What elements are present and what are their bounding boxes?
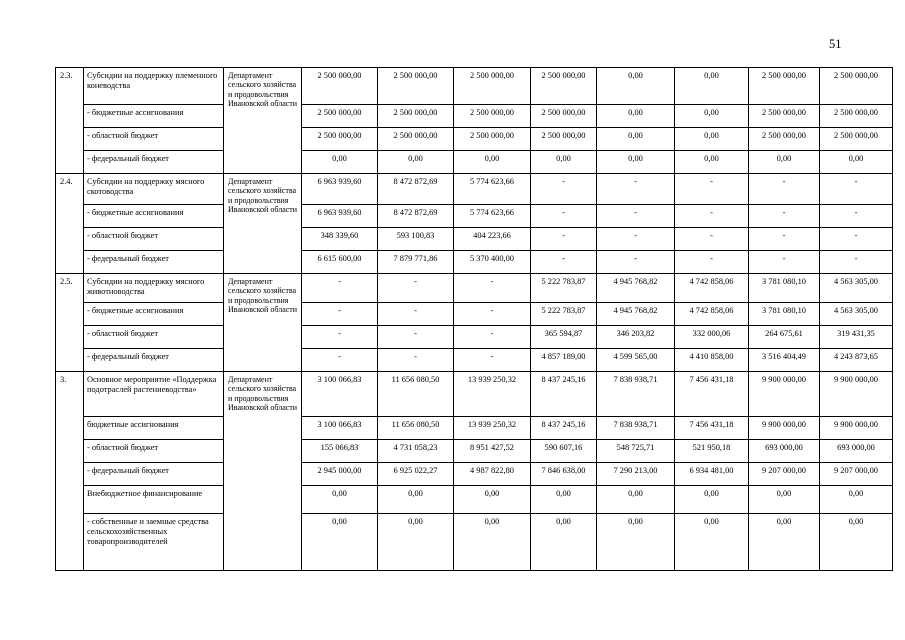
value-cell: 6 934 481,00	[675, 463, 749, 486]
value-cell: 2 500 000,00	[531, 128, 597, 151]
value-cell: 0,00	[749, 514, 820, 571]
value-cell: 0,00	[531, 486, 597, 514]
value-cell: 7 456 431,18	[675, 417, 749, 440]
value-cell: 0,00	[454, 514, 531, 571]
value-cell: 2 500 000,00	[820, 128, 893, 151]
value-cell: -	[302, 326, 378, 349]
row-label: - областной бюджет	[84, 128, 224, 151]
value-cell: -	[454, 303, 531, 326]
value-cell: 0,00	[597, 514, 675, 571]
value-cell: -	[749, 228, 820, 251]
value-cell: 9 900 000,00	[820, 372, 893, 417]
page-number: 51	[829, 37, 842, 51]
value-cell: 4 563 305,00	[820, 303, 893, 326]
value-cell: 0,00	[378, 486, 454, 514]
value-cell: 0,00	[302, 514, 378, 571]
row-label: Внебюджетное финансирование	[84, 486, 224, 514]
value-cell: 4 410 858,00	[675, 349, 749, 372]
value-cell: -	[454, 326, 531, 349]
section-number: 2.4.	[56, 174, 84, 274]
value-cell: 4 945 768,82	[597, 303, 675, 326]
value-cell: 0,00	[675, 486, 749, 514]
value-cell: 9 900 000,00	[749, 417, 820, 440]
value-cell: 2 500 000,00	[531, 105, 597, 128]
value-cell: 0,00	[820, 151, 893, 174]
value-cell: -	[531, 205, 597, 228]
value-cell: -	[597, 228, 675, 251]
responsible-department: Департамент сельского хозяйства и продовольствия Ивановской области	[224, 174, 302, 274]
value-cell: 11 656 080,50	[378, 417, 454, 440]
value-cell: 2 500 000,00	[749, 128, 820, 151]
value-cell: 7 456 431,18	[675, 372, 749, 417]
value-cell: 11 656 080,50	[378, 372, 454, 417]
value-cell: 155 066,83	[302, 440, 378, 463]
value-cell: 0,00	[454, 486, 531, 514]
value-cell: 2 500 000,00	[454, 105, 531, 128]
value-cell: 2 500 000,00	[820, 105, 893, 128]
value-cell: 2 500 000,00	[302, 68, 378, 105]
value-cell: 13 939 250,32	[454, 372, 531, 417]
value-cell: 319 431,35	[820, 326, 893, 349]
row-label: Основное мероприятие «Поддержка подотраслей растениеводства»	[84, 372, 224, 417]
row-label: - федеральный бюджет	[84, 349, 224, 372]
value-cell: 590 607,16	[531, 440, 597, 463]
value-cell: 0,00	[454, 151, 531, 174]
value-cell: 8 437 245,16	[531, 372, 597, 417]
value-cell: 264 675,61	[749, 326, 820, 349]
value-cell: 13 939 250,32	[454, 417, 531, 440]
value-cell: 6 615 600,00	[302, 251, 378, 274]
value-cell: 2 500 000,00	[378, 105, 454, 128]
value-cell: 2 500 000,00	[820, 68, 893, 105]
value-cell: -	[454, 349, 531, 372]
value-cell: 693 000,00	[820, 440, 893, 463]
section-number: 3.	[56, 372, 84, 571]
row-label: - федеральный бюджет	[84, 251, 224, 274]
row-label: Субсидии на поддержку племенного коневодства	[84, 68, 224, 105]
value-cell: -	[749, 251, 820, 274]
value-cell: 2 500 000,00	[454, 128, 531, 151]
value-cell: 0,00	[675, 128, 749, 151]
value-cell: 8 951 427,52	[454, 440, 531, 463]
value-cell: 4 857 189,00	[531, 349, 597, 372]
value-cell: -	[749, 174, 820, 205]
value-cell: -	[597, 251, 675, 274]
value-cell: -	[820, 228, 893, 251]
value-cell: 2 500 000,00	[454, 68, 531, 105]
value-cell: 0,00	[597, 128, 675, 151]
row-label: - бюджетные ассигнования	[84, 105, 224, 128]
value-cell: -	[531, 174, 597, 205]
value-cell: 5 774 623,66	[454, 205, 531, 228]
value-cell: 548 725,71	[597, 440, 675, 463]
value-cell: 0,00	[749, 486, 820, 514]
value-cell: 5 222 783,87	[531, 274, 597, 303]
value-cell: 0,00	[378, 514, 454, 571]
row-label: бюджетные ассигнования	[84, 417, 224, 440]
value-cell: 0,00	[302, 151, 378, 174]
value-cell: -	[454, 274, 531, 303]
row-label: - бюджетные ассигнования	[84, 303, 224, 326]
value-cell: 7 879 771,86	[378, 251, 454, 274]
value-cell: 2 500 000,00	[302, 105, 378, 128]
responsible-department: Департамент сельского хозяйства и продовольствия Ивановской области	[224, 372, 302, 571]
section-number: 2.5.	[56, 274, 84, 372]
value-cell: 9 207 000,00	[749, 463, 820, 486]
value-cell: 4 599 565,00	[597, 349, 675, 372]
value-cell: 7 838 938,71	[597, 417, 675, 440]
value-cell: -	[302, 349, 378, 372]
value-cell: -	[302, 274, 378, 303]
value-cell: 5 370 400,00	[454, 251, 531, 274]
value-cell: 593 100,83	[378, 228, 454, 251]
value-cell: -	[531, 228, 597, 251]
row-label: Субсидии на поддержку мясного скотоводства	[84, 174, 224, 205]
value-cell: -	[675, 174, 749, 205]
value-cell: 3 781 080,10	[749, 303, 820, 326]
row-label: - бюджетные ассигнования	[84, 205, 224, 228]
value-cell: 2 500 000,00	[378, 128, 454, 151]
value-cell: -	[675, 205, 749, 228]
value-cell: 2 500 000,00	[749, 105, 820, 128]
value-cell: 0,00	[597, 486, 675, 514]
row-label: - областной бюджет	[84, 326, 224, 349]
value-cell: 3 516 404,49	[749, 349, 820, 372]
value-cell: 8 472 872,69	[378, 174, 454, 205]
value-cell: 4 243 873,65	[820, 349, 893, 372]
value-cell: 9 900 000,00	[749, 372, 820, 417]
value-cell: 6 925 022,27	[378, 463, 454, 486]
row-label: - областной бюджет	[84, 228, 224, 251]
value-cell: 6 963 939,60	[302, 205, 378, 228]
value-cell: 404 223,66	[454, 228, 531, 251]
value-cell: -	[597, 205, 675, 228]
value-cell: 4 563 305,00	[820, 274, 893, 303]
section-number: 2.3.	[56, 68, 84, 174]
value-cell: 4 742 858,06	[675, 303, 749, 326]
value-cell: 4 987 822,80	[454, 463, 531, 486]
budget-table	[55, 67, 893, 571]
value-cell: 693 000,00	[749, 440, 820, 463]
value-cell: 0,00	[302, 486, 378, 514]
value-cell: 0,00	[378, 151, 454, 174]
value-cell: 5 222 783,87	[531, 303, 597, 326]
value-cell: -	[820, 251, 893, 274]
value-cell: 5 774 623,66	[454, 174, 531, 205]
row-label: Субсидии на поддержку мясного животноводства	[84, 274, 224, 303]
value-cell: 0,00	[675, 105, 749, 128]
value-cell: -	[820, 174, 893, 205]
value-cell: -	[531, 251, 597, 274]
value-cell: 8 472 872,69	[378, 205, 454, 228]
value-cell: 4 742 858,06	[675, 274, 749, 303]
value-cell: 0,00	[675, 514, 749, 571]
row-label: - федеральный бюджет	[84, 151, 224, 174]
value-cell: -	[597, 174, 675, 205]
value-cell: 0,00	[675, 151, 749, 174]
value-cell: 0,00	[597, 68, 675, 105]
row-label: - федеральный бюджет	[84, 463, 224, 486]
value-cell: 8 437 245,16	[531, 417, 597, 440]
value-cell: 0,00	[597, 105, 675, 128]
value-cell: -	[675, 228, 749, 251]
value-cell: 2 500 000,00	[749, 68, 820, 105]
value-cell: 3 100 066,83	[302, 417, 378, 440]
responsible-department: Департамент сельского хозяйства и продовольствия Ивановской области	[224, 274, 302, 372]
value-cell: 0,00	[531, 514, 597, 571]
value-cell: 7 846 638,00	[531, 463, 597, 486]
value-cell: 521 950,18	[675, 440, 749, 463]
value-cell: 7 290 213,00	[597, 463, 675, 486]
value-cell: 9 207 000,00	[820, 463, 893, 486]
value-cell: 3 781 080,10	[749, 274, 820, 303]
value-cell: 0,00	[820, 514, 893, 571]
value-cell: 3 100 066,83	[302, 372, 378, 417]
value-cell: 346 203,82	[597, 326, 675, 349]
value-cell: 2 945 000,00	[302, 463, 378, 486]
value-cell: 0,00	[597, 151, 675, 174]
value-cell: 2 500 000,00	[302, 128, 378, 151]
row-label: - областной бюджет	[84, 440, 224, 463]
value-cell: 0,00	[531, 151, 597, 174]
value-cell: -	[378, 303, 454, 326]
value-cell: -	[378, 326, 454, 349]
value-cell: 0,00	[675, 68, 749, 105]
value-cell: 2 500 000,00	[378, 68, 454, 105]
value-cell: 0,00	[820, 486, 893, 514]
value-cell: 4 945 768,82	[597, 274, 675, 303]
value-cell: -	[378, 349, 454, 372]
value-cell: -	[675, 251, 749, 274]
responsible-department: Департамент сельского хозяйства и продовольствия Ивановской области	[224, 68, 302, 174]
value-cell: -	[820, 205, 893, 228]
value-cell: -	[378, 274, 454, 303]
value-cell: 7 838 938,71	[597, 372, 675, 417]
value-cell: 2 500 000,00	[531, 68, 597, 105]
value-cell: 6 963 939,60	[302, 174, 378, 205]
value-cell: 9 900 000,00	[820, 417, 893, 440]
value-cell: 4 731 058,23	[378, 440, 454, 463]
value-cell: 348 339,60	[302, 228, 378, 251]
row-label: - собственные и заемные средства сельскохозяйственных товаропроизводителей	[84, 514, 224, 571]
value-cell: -	[302, 303, 378, 326]
value-cell: 365 594,87	[531, 326, 597, 349]
value-cell: 0,00	[749, 151, 820, 174]
value-cell: 332 000,06	[675, 326, 749, 349]
value-cell: -	[749, 205, 820, 228]
